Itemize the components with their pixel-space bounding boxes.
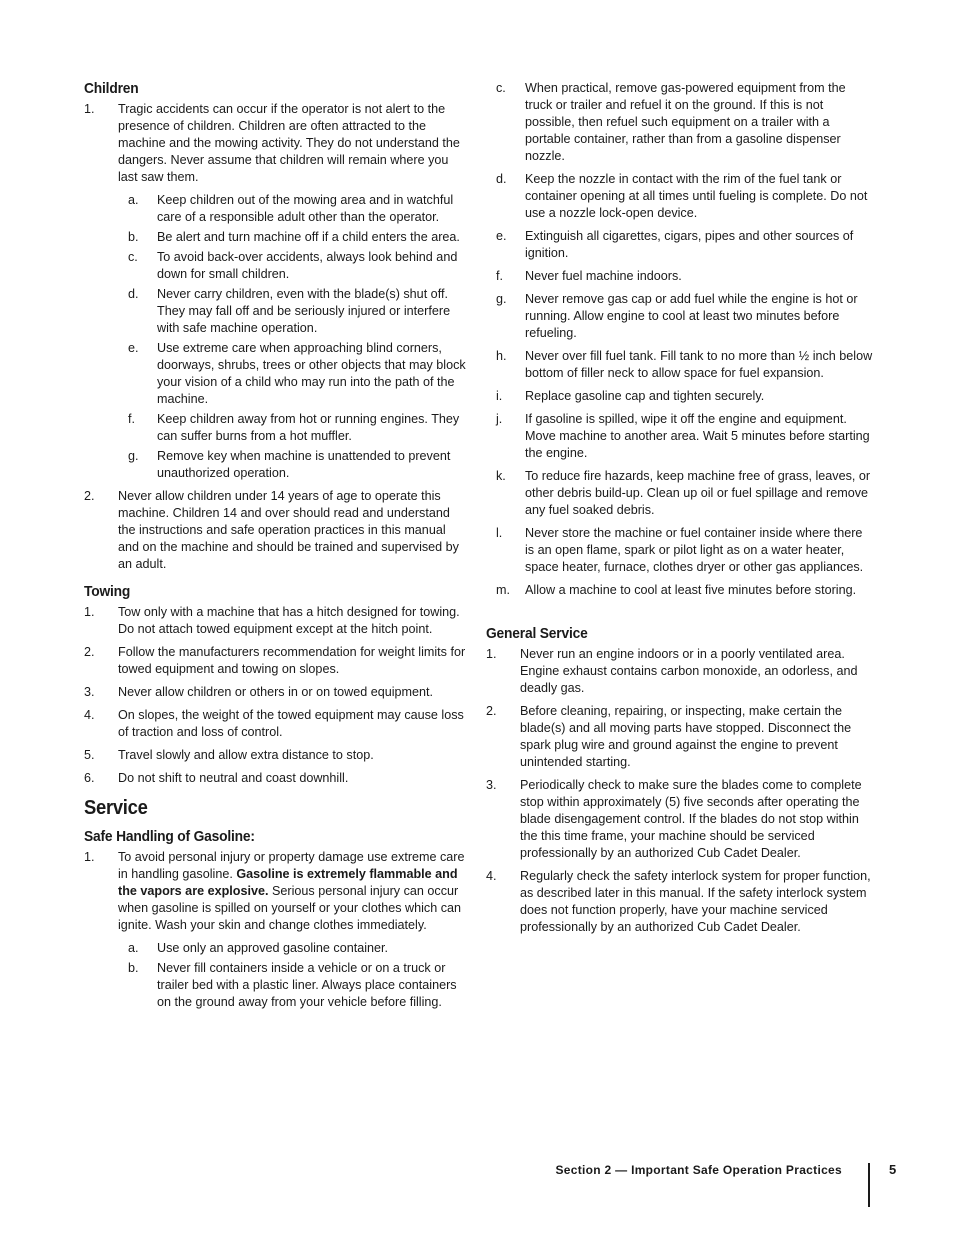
sub-list-item: f. Keep children away from hot or running engines. They can suffer burns from a hot muffler. (128, 412, 460, 443)
list-item: 2. Before cleaning, repairing, or inspecting, make certain the blade(s) and all moving parts have stopped. Disconnect the spark plug wire and ground against the engine to prevent unintended starting. (486, 704, 852, 769)
towing-heading: Towing (84, 583, 131, 600)
children-section (84, 80, 470, 573)
children-sub-list (84, 192, 470, 482)
right-column (486, 80, 874, 946)
gasoline-heading: Safe Handling of Gasoline: (84, 828, 255, 845)
sub-list-item: l. Never store the machine or fuel container inside where there is an open flame, spark or pilot light as on a water heater, space heater, furnace, clothes dryer or other gas appliances. (496, 526, 864, 574)
list-item: 6. Do not shift to neutral and coast downhill. (84, 771, 349, 785)
list-item: 3. Periodically check to make sure the blades come to complete stop within approximately (5) five seconds after operating the blade disengagement control. If the blades do not stop within the this time frame, your machine should be serviced professionally by an authorized Cub Cadet Dealer. (486, 778, 862, 860)
sub-list-item: a. Keep children out of the mowing area and in watchful care of a responsible adult other than the operator. (128, 193, 454, 224)
general-service-heading: General Service (486, 625, 588, 642)
general-service-section (486, 625, 874, 936)
sub-list-item: a. Use only an approved gasoline container. (128, 941, 389, 955)
sub-list-item: b. Never fill containers inside a vehicle or on a truck or trailer bed with a plastic liner. Always place containers on the ground away from your vehicle before filling. (128, 961, 457, 1009)
gasoline-sub-list-continued (452, 80, 874, 611)
sub-list-item: j. If gasoline is spilled, wipe it off the engine and equipment. Move machine to another area. Wait 5 minutes before starting the engine. (496, 412, 870, 460)
sub-list-item: c. To avoid back-over accidents, always look behind and down for small children. (128, 250, 458, 281)
page-number: 5 (889, 1162, 897, 1177)
list-item: 1. Never run an engine indoors or in a poorly ventilated area. Engine exhaust contains carbon monoxide, an odorless, and deadly gas. (486, 647, 858, 695)
towing-section (84, 583, 470, 787)
service-heading: Service (84, 797, 148, 819)
list-item: 3. Never allow children or others in or on towed equipment. (84, 685, 434, 699)
children-heading: Children (84, 80, 139, 97)
sub-list-item: e. Use extreme care when approaching blind corners, doorways, shrubs, trees or other objects that may block your vision of a child who may run into the path of the machine. (128, 341, 466, 406)
sub-list-item: k. To reduce fire hazards, keep machine free of grass, leaves, or other debris build-up. Clean up oil or fuel spillage and remove any fuel soaked debris. (496, 469, 871, 517)
left-column (84, 80, 470, 1021)
list-item: 5. Travel slowly and allow extra distance to stop. (84, 748, 374, 762)
sub-list-item: f. Never fuel machine indoors. (496, 269, 682, 283)
list-item: 1. Tow only with a machine that has a hitch designed for towing. Do not attach towed equipment except at the hitch point. (84, 605, 460, 636)
sub-list-item: g. Remove key when machine is unattended to prevent unauthorized operation. (128, 449, 451, 480)
list-item: 2. Follow the manufacturers recommendation for weight limits for towed equipment and towing on slopes. (84, 645, 466, 676)
list-item: 1. To avoid personal injury or property damage use extreme care in handling gasoline. Gasoline is extremely flammable and the vapors are explosive. Serious personal injury can occur when gasoline is spilled on yourself or your clothes which can ignite. Wash your skin and change clothes immediately. (84, 850, 465, 932)
service-section (84, 797, 470, 1011)
sub-list-item: e. Extinguish all cigarettes, cigars, pipes and other sources of ignition. (496, 229, 854, 260)
footer-section-label: Section 2 — Important Safe Operation Practices (555, 1163, 842, 1177)
list-item: 1. Tragic accidents can occur if the operator is not alert to the presence of children. Children are often attracted to the machine and the mowing activity. They do not understand the dangers. Never assume that children will remain where you last saw them. (84, 102, 460, 184)
sub-list-item: b. Be alert and turn machine off if a child enters the area. (128, 230, 460, 244)
sub-list-item: d. Keep the nozzle in contact with the rim of the fuel tank or container opening at all times until fueling is complete. Do not use a nozzle lock-open device. (496, 172, 868, 220)
sub-list-item: i. Replace gasoline cap and tighten securely. (496, 389, 765, 403)
sub-list-item: g. Never remove gas cap or add fuel while the engine is hot or running. Allow engine to cool at least two minutes before refueling. (496, 292, 858, 340)
list-item: 2. Never allow children under 14 years of age to operate this machine. Children 14 and over should read and understand the instructions and safe operation practices in this manual and on the machine and should be trained and supervised by an adult. (84, 489, 459, 571)
sub-list-item: m. Allow a machine to cool at least five minutes before storing. (496, 583, 857, 597)
sub-list-item: h. Never over fill fuel tank. Fill tank to no more than ½ inch below bottom of filler neck to allow space for fuel expansion. (496, 349, 873, 380)
sub-list-item: d. Never carry children, even with the blade(s) shut off. They may fall off and be seriously injured or interfere with safe machine operation. (128, 287, 451, 335)
list-item: 4. On slopes, the weight of the towed equipment may cause loss of traction and loss of control. (84, 708, 464, 739)
gasoline-sub-list (84, 940, 470, 1011)
list-item: 4. Regularly check the safety interlock system for proper function, as described later in this manual. If the safety interlock system does not function properly, have your machine serviced professionally by an authorized Cub Cadet Dealer. (486, 869, 871, 934)
sub-list-item: c. When practical, remove gas-powered equipment from the truck or trailer and refuel it on the ground. If this is not possible, then refuel such equipment on a trailer with a portable container, rather than from a gasoline dispenser nozzle. (496, 81, 846, 163)
footer-divider (868, 1163, 870, 1207)
